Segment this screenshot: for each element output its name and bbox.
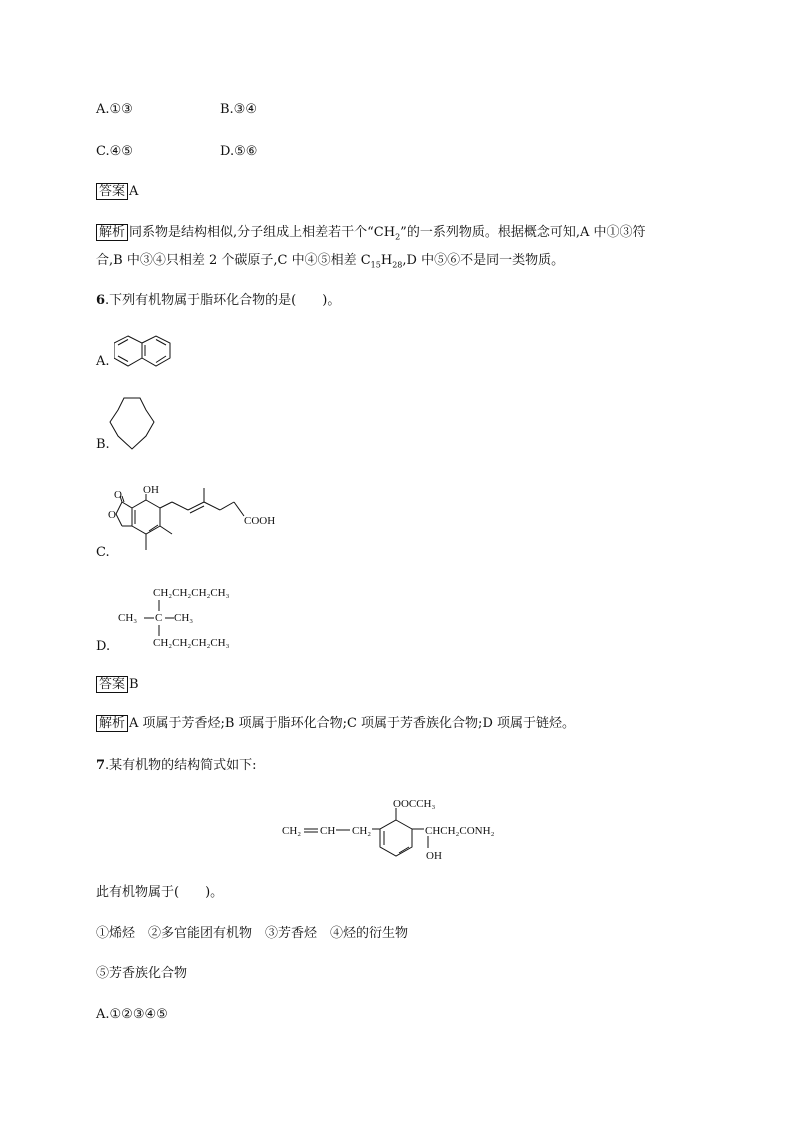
side-chain-label: CHCH₂CONH₂ <box>425 825 495 837</box>
analysis-text: A 项属于芳香烃;B 项属于脂环化合物;C 项属于芳香族化合物;D 项属于链烃。 <box>129 716 575 731</box>
q6-answer <box>96 676 139 694</box>
hydroxyl-label: OH <box>426 850 442 862</box>
struct-d-bonds <box>138 598 178 638</box>
mycophenolic-acid-structure <box>106 482 286 562</box>
subscript: 15 <box>370 260 381 270</box>
q6-option-a-label: A. <box>96 354 110 369</box>
subscript: 2 <box>395 232 401 242</box>
analysis-text: 同系物是结构相似,分子组成上相差若干个“CH <box>129 225 396 240</box>
answer-label: 答案 <box>96 676 128 693</box>
analysis-text: ”的一系列物质。根据概念可知,A 中①③符 <box>400 225 646 240</box>
q7-option-a: A.①②③④⑤ <box>96 1007 168 1022</box>
analysis-text: 合,B 中③④只相差 2 个碳原子,C 中④⑤相差 C <box>96 253 371 268</box>
struct-d-bottom-chain: CH₂CH₂CH₂CH₃ <box>153 637 230 649</box>
answer-value: A <box>129 184 139 199</box>
q5-answer <box>96 183 138 201</box>
allyl-ch2-label: CH₂ <box>352 825 372 837</box>
analysis-text: ,D 中⑤⑥不是同一类物质。 <box>402 253 565 268</box>
q7-stem <box>96 757 257 775</box>
q7-structure <box>280 792 520 866</box>
q5-analysis-line1 <box>96 224 645 247</box>
q6-option-d-label: D. <box>96 639 111 654</box>
q5-analysis-line2 <box>96 252 564 275</box>
q7-choices-line1: ①烯烃 ②多官能团有机物 ③芳香烃 ④烃的衍生物 <box>96 926 409 941</box>
question-number: 7 <box>96 758 106 773</box>
vinyl-ch2-label: CH₂ <box>282 825 302 837</box>
carbonyl-oxygen-label: O <box>114 489 122 501</box>
question-text: .某有机物的结构简式如下: <box>105 758 257 773</box>
hydroxyl-label: OH <box>143 484 159 496</box>
q6-analysis <box>96 715 575 733</box>
carboxyl-label: COOH <box>244 515 276 527</box>
analysis-label: 解析 <box>96 715 128 732</box>
subscript: 28 <box>392 260 403 270</box>
q6-stem <box>96 292 340 310</box>
q5-option-b: B.③④ <box>220 102 257 117</box>
question-number: 6 <box>96 293 106 308</box>
struct-d-quaternary-carbon: C <box>155 612 163 624</box>
analysis-label: 解析 <box>96 224 128 241</box>
struct-d-top-chain: CH₂CH₂CH₂CH₃ <box>153 587 230 599</box>
ring-oxygen-label: O <box>108 509 116 521</box>
cyclooctane-structure <box>106 396 158 452</box>
vinyl-ch-label: CH <box>320 825 336 837</box>
q5-option-c: C.④⑤ <box>96 144 133 159</box>
naphthalene-structure <box>114 334 172 368</box>
struct-d-right-methyl: CH₃ <box>174 612 194 624</box>
acetoxy-label: OOCCH₃ <box>393 798 436 810</box>
answer-label: 答案 <box>96 183 128 200</box>
q6-option-b-label: B. <box>96 437 110 452</box>
q5-option-d: D.⑤⑥ <box>220 144 258 159</box>
question-text: .下列有机物属于脂环化合物的是( )。 <box>105 293 341 308</box>
q7-choices-line2: ⑤芳香族化合物 <box>96 966 188 981</box>
struct-d-left-methyl: CH₃ <box>118 612 138 624</box>
analysis-text: H <box>380 253 393 268</box>
q5-option-a: A.①③ <box>96 102 133 117</box>
q6-option-c-label: C. <box>96 545 110 560</box>
q7-stem2: 此有机物属于( )。 <box>96 885 224 900</box>
answer-value: B <box>129 677 139 692</box>
